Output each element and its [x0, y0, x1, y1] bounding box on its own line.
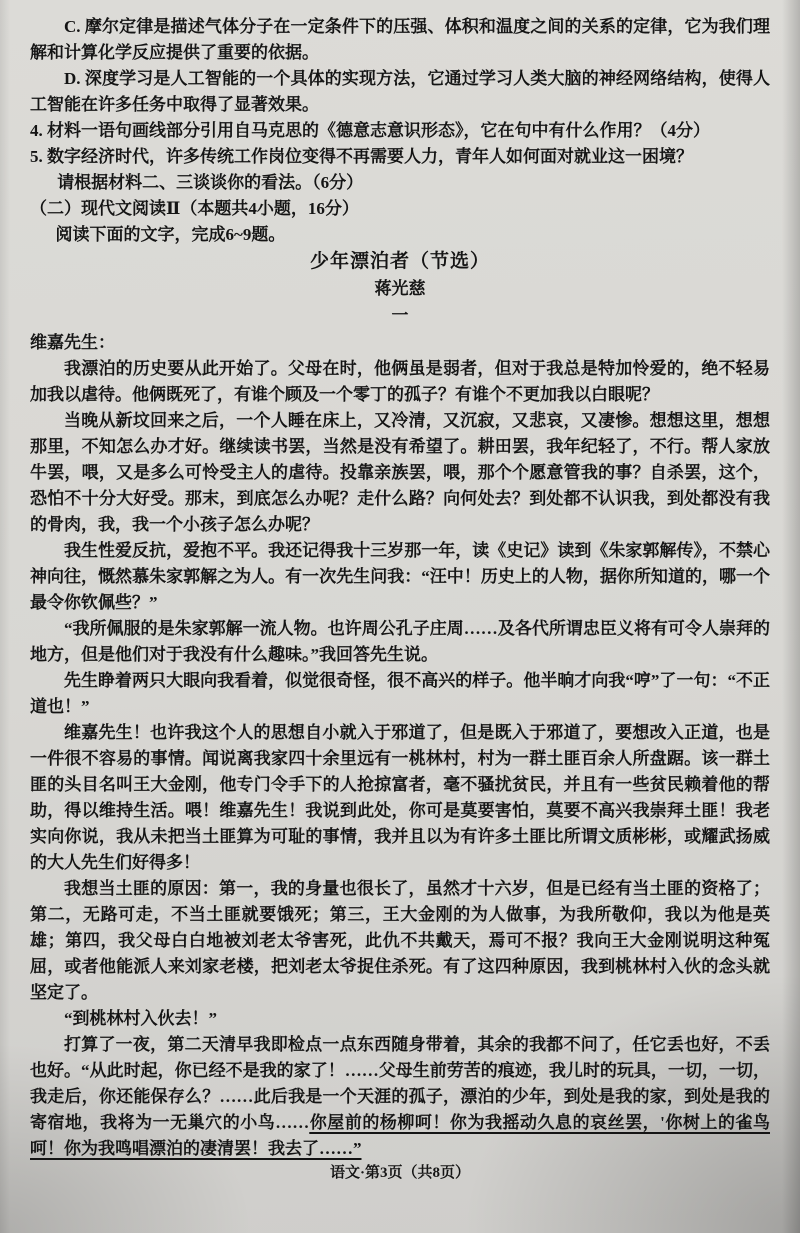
passage-author: 蒋光慈 — [374, 279, 426, 298]
passage-paragraph: 我漂泊的历史要从此开始了。父母在时，他俩虽是弱者，但对于我总是特加怜爱的，绝不轻易加我以虐待。他俩既死了，有谁个顾及一个零丁的孤子？有谁个不更加我以白眼呢？ — [30, 359, 770, 404]
passage-paragraph: 我想当土匪的原因：第一，我的身量也很长了，虽然才十六岁，但是已经有当土匪的资格了；第二，无路可走，不当土匪就要饿死；第三，王大金刚的为人做事，为我所敬仰，我以为他是英雄；第四，我父母白白地被刘老太爷害死，此仇不共戴天，焉可不报？我向王大金刚说明这种冤屈，或者他能派人来刘家老楼，把刘老太爷捉住杀死。有了这四种原因，我到桃林村入伙的念头就坚定了。 — [30, 879, 770, 1002]
questions-section — [30, 14, 770, 248]
passage-paragraph: 当晚从新坟回来之后，一个人睡在床上，又冷清，又沉寂，又悲哀，又凄惨。想想这里，想想那里，不知怎么办才好。继续读书罢，当然是没有希望了。耕田罢，我年纪轻了，不行。帮人家放牛罢，喂，又是多么可怜受主人的虐待。投靠亲族罢，喂，那个个愿意管我的事？自杀罢，这个，恐怕不十分大好受。那末，到底怎么办呢？走什么路？向何处去？到处都不认识我，到处都没有我的骨肉，我，我一个小孩子怎么办呢？ — [30, 411, 770, 534]
question-5-continued: 请根据材料二、三谈谈你的看法。（6分） — [57, 173, 364, 192]
passage-paragraph: “我所佩服的是朱家郭解一流人物。也许周公孔子庄周……及各代所谓忠臣义将有可令人崇拜的地方，但是他们对于我没有什么趣味。”我回答先生说。 — [30, 619, 770, 664]
final-paragraph-underlined-text: 你屋前的杨柳呵！你为我摇动久息的哀丝罢，'你树上的雀鸟呵！你为我鸣唱漂泊的凄清罢！我去了……” — [30, 1113, 770, 1158]
question-4: 4. 材料一语句画线部分引用自马克思的《德意志意识形态》，它在句中有什么作用？（4分） — [30, 121, 710, 140]
passage-part-number: 一 — [391, 306, 409, 325]
passage-final-paragraph — [30, 1032, 770, 1162]
option-d: D. 深度学习是人工智能的一个具体的实现方法，它通过学习人类大脑的神经网络结构，使得人工智能在许多任务中取得了显著效果。 — [30, 69, 770, 114]
passage-section — [30, 248, 770, 1162]
passage-title: 少年漂泊者（节选） — [309, 251, 490, 272]
final-paragraph-text: 打算了一夜，第二天清早我即检点一点东西随身带着，其余的我都不问了，任它丢也好，不丢也好。“从此时起，你已经不是我的家了！……父母生前劳苦的痕迹，我儿时的玩具，一切，一切，我走后，你还能保存么？……此后我是一个天涯的孤子，漂泊的少年，到处是我的家，到处是我的寄宿地，我将为一无巢穴的小鸟…… — [30, 1035, 770, 1132]
section-2-heading: （二）现代文阅读Ⅱ（本题共4小题，16分） — [30, 199, 359, 218]
passage-paragraph: 维嘉先生！也许我这个人的思想自小就入于邪道了，但是既入于邪道了，要想改入正道，也是一件很不容易的事情。闻说离我家四十余里远有一桃林村，村为一群土匪百余人所盘踞。该一群土匪的头目名叫王大金刚，他专门令手下的人抢掠富者，毫不骚扰贫民，并且有一些贫民赖着他的帮助，得以维持生活。喂！维嘉先生！我说到此处，你可是莫要害怕，莫要不高兴我崇拜土匪！我老实向你说，我从未把当土匪算为可耻的事情，我并且以为有许多土匪比所谓文质彬彬，或耀武扬威的大人先生们好得多！ — [30, 723, 770, 872]
page-number-footer: 语文·第3页（共8页） — [329, 1165, 470, 1181]
passage-shout-line: “到桃林村入伙去！” — [64, 1009, 217, 1028]
reading-instruction: 阅读下面的文字，完成6~9题。 — [55, 225, 286, 244]
option-c: C. 摩尔定律是描述气体分子在一定条件下的压强、体积和温度之间的关系的定律，它为我们理解和计算化学反应提供了重要的依据。 — [30, 17, 770, 62]
question-5: 5. 数字经济时代，许多传统工作岗位变得不再需要人力，青年人如何面对就业这一困境？ — [30, 147, 693, 166]
passage-salutation: 维嘉先生： — [30, 333, 115, 352]
passage-paragraph: 先生睁着两只大眼向我看着，似觉很奇怪，很不高兴的样子。他半晌才向我“哼”了一句：“不正道也！” — [30, 671, 770, 716]
passage-paragraph: 我生性爱反抗，爱抱不平。我还记得我十三岁那一年，读《史记》读到《朱家郭解传》，不禁心神向往，慨然慕朱家郭解之为人。有一次先生问我：“汪中！历史上的人物，据你所知道的，哪一个最令你钦佩些？” — [30, 541, 770, 612]
